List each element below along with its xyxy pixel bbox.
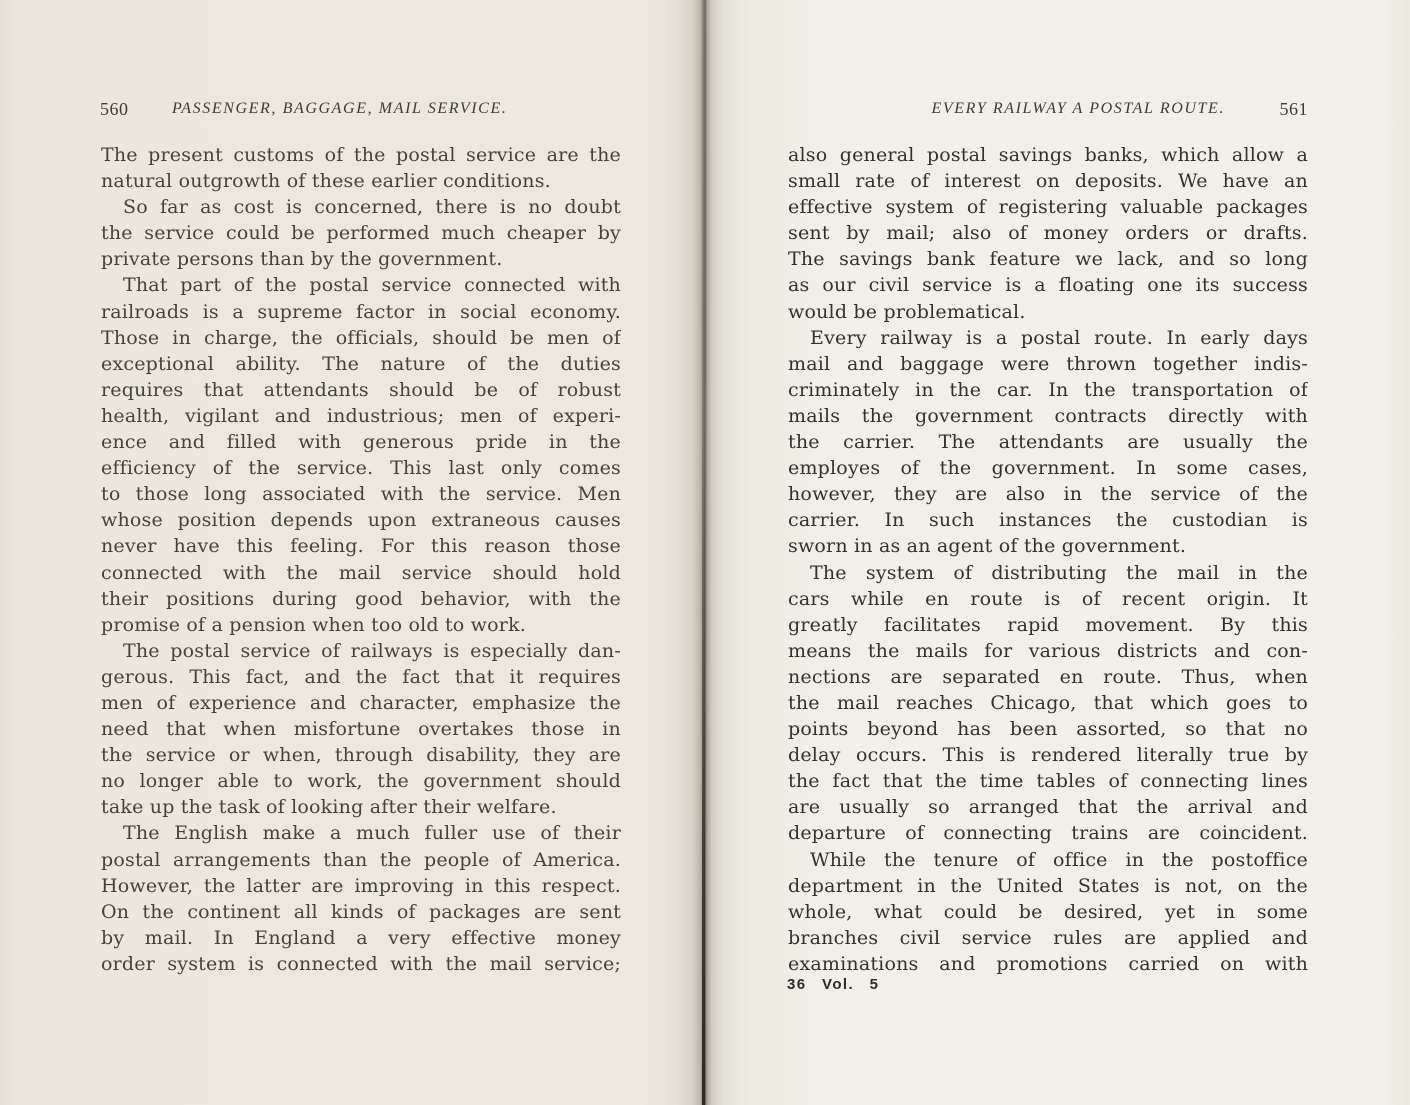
text-line: the carrier. The attendants are usually the [788, 431, 1308, 454]
book-gutter [702, 0, 705, 1105]
paragraph [101, 142, 621, 194]
text-line: department in the United States is not, on the [788, 874, 1308, 897]
text-line: postal arrangements than the people of America. [101, 848, 621, 871]
text-line: men of experience and character, emphasize the [101, 691, 621, 714]
right-page [705, 0, 1410, 1105]
text-line: effective system of registering valuable packages [788, 196, 1308, 219]
text-line: private persons than by the government. [101, 248, 503, 271]
text-line: never have this feeling. For this reason those [101, 535, 621, 558]
paragraph [101, 638, 621, 821]
text-line: The postal service of railways is especially dan- [123, 639, 621, 662]
text-line: need that when misfortune overtakes those in [101, 718, 621, 741]
paragraph [788, 560, 1308, 847]
text-line: points beyond has been assorted, so that no [788, 718, 1308, 741]
text-line: whose position depends upon extraneous causes [101, 509, 621, 532]
text-line: railroads is a supreme factor in social economy. [101, 300, 621, 323]
text-line: whole, what could be desired, yet in some [788, 900, 1308, 923]
text-line: means the mails for various districts and con- [788, 639, 1308, 662]
page-number: 561 [1279, 99, 1308, 119]
text-line: cars while en route is of recent origin. It [788, 587, 1308, 610]
text-line: to those long associated with the service. Men [101, 483, 621, 506]
paragraph [788, 847, 1308, 977]
text-line: So far as cost is concerned, there is no doubt [123, 196, 621, 219]
text-line: the fact that the time tables of connecting lines [788, 770, 1308, 793]
paragraph [101, 194, 621, 272]
text-line: small rate of interest on deposits. We have an [788, 170, 1308, 193]
text-line: ence and filled with generous pride in the [101, 431, 621, 454]
text-line: take up the task of looking after their welfare. [101, 796, 557, 819]
text-line: The savings bank feature we lack, and so long [788, 248, 1308, 271]
paragraph [101, 820, 621, 977]
text-line: However, the latter are improving in this respect. [101, 874, 621, 897]
paragraph [788, 325, 1308, 560]
text-line: however, they are also in the service of the [788, 483, 1308, 506]
text-column [788, 142, 1308, 977]
running-head: PASSENGER, BAGGAGE, MAIL SERVICE. [172, 100, 508, 117]
text-line: efficiency of the service. This last only comes [101, 457, 621, 480]
text-line: gerous. This fact, and the fact that it requires [101, 665, 621, 688]
text-line: departure of connecting trains are coincident. [788, 822, 1308, 845]
text-line: would be problematical. [788, 300, 1026, 323]
text-line: their positions during good behavior, with the [101, 587, 621, 610]
text-line: the service or when, through disability, they are [101, 744, 621, 767]
text-line: health, vigilant and industrious; men of experi- [101, 404, 621, 427]
text-line: natural outgrowth of these earlier conditions. [101, 170, 551, 193]
signature-mark: 36 Vol. 5 [787, 976, 880, 993]
text-line: delay occurs. This is rendered literally true by [788, 744, 1308, 767]
text-line: as our civil service is a floating one its success [788, 274, 1308, 297]
text-line: The English make a much fuller use of their [123, 822, 621, 845]
text-line: exceptional ability. The nature of the duties [101, 352, 621, 375]
text-line: are usually so arranged that the arrival and [788, 796, 1308, 819]
text-line: Those in charge, the officials, should be men of [101, 326, 621, 349]
text-line: sworn in as an agent of the government. [788, 535, 1187, 558]
text-line: carrier. In such instances the custodian is [788, 509, 1308, 532]
text-line: requires that attendants should be of robust [101, 378, 621, 401]
paragraph [101, 272, 621, 637]
text-line: criminately in the car. In the transportation of [788, 378, 1308, 401]
text-line: On the continent all kinds of packages are sent [101, 900, 621, 923]
text-line: While the tenure of office in the postoffice [810, 848, 1308, 871]
text-line: examinations and promotions carried on with [788, 952, 1308, 975]
paragraph [788, 142, 1308, 325]
text-line: order system is connected with the mail service; [101, 952, 621, 975]
text-line: sent by mail; also of money orders or drafts. [788, 222, 1308, 245]
text-column [101, 142, 621, 977]
text-line: the service could be performed much cheaper by [101, 222, 621, 245]
text-line: The present customs of the postal service are the [101, 144, 621, 166]
page-number: 560 [100, 99, 129, 119]
text-line: mail and baggage were thrown together indis- [788, 352, 1308, 375]
text-line: no longer able to work, the government should [101, 770, 621, 793]
text-line: the mail reaches Chicago, that which goes to [788, 691, 1308, 714]
text-line: That part of the postal service connected with [123, 274, 621, 297]
text-line: Every railway is a postal route. In early days [810, 326, 1308, 349]
text-line: employes of the government. In some cases, [788, 457, 1308, 480]
text-line: promise of a pension when too old to work. [101, 613, 527, 636]
text-line: by mail. In England a very effective money [101, 926, 621, 949]
running-head: EVERY RAILWAY A POSTAL ROUTE. [931, 100, 1225, 117]
text-line: also general postal savings banks, which allow a [788, 144, 1308, 166]
text-line: connected with the mail service should hold [101, 561, 621, 584]
text-line: nections are separated en route. Thus, when [788, 665, 1308, 688]
text-line: greatly facilitates rapid movement. By this [788, 613, 1308, 636]
text-line: The system of distributing the mail in the [810, 561, 1308, 584]
text-line: mails the government contracts directly with [788, 404, 1308, 427]
text-line: branches civil service rules are applied and [788, 926, 1308, 949]
